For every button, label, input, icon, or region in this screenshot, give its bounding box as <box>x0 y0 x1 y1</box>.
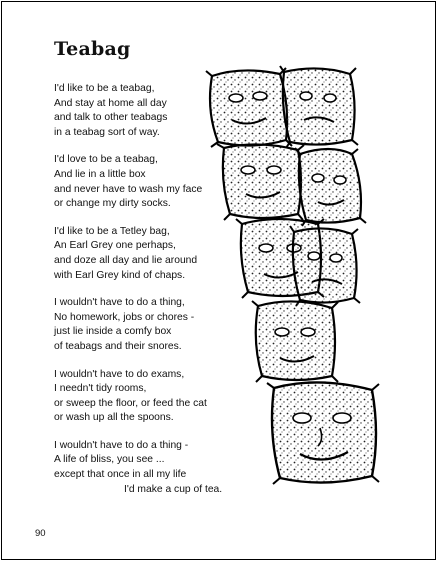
teabag-4 <box>295 148 366 226</box>
poem-line: An Earl Grey one perhaps, <box>54 240 176 252</box>
poem-line: except that once in all my life <box>54 469 187 481</box>
teabag-2 <box>280 66 358 148</box>
teabag-stack-illustration <box>202 62 427 512</box>
poem-line: I wouldn't have to do exams, <box>54 368 185 380</box>
poem-line: And stay at home all day <box>54 97 167 109</box>
poem-line: No homework, jobs or chores - <box>54 311 195 323</box>
poem-line: I'd love to be a teabag, <box>54 154 158 166</box>
poem-line: and doze all day and lie around <box>54 254 198 266</box>
poem-line: I needn't tidy rooms, <box>54 383 147 395</box>
page-number: 90 <box>35 528 46 539</box>
poem-line: or wash up all the spoons. <box>54 412 174 424</box>
teabag-6 <box>290 226 360 306</box>
poem-line: with Earl Grey kind of chaps. <box>54 269 186 281</box>
teabag-7 <box>252 301 338 382</box>
poem-line: and talk to other teabags <box>54 112 168 124</box>
poem-line: just lie inside a comfy box <box>54 326 172 338</box>
page-frame <box>1 1 436 560</box>
poem-line: or change my dirty socks. <box>54 198 171 210</box>
poem-line: A life of bliss, you see ... <box>54 454 165 466</box>
poem-line: or sweep the floor, or feed the cat <box>54 397 207 409</box>
poem-line: of teabags and their snores. <box>54 340 182 352</box>
poem-line: And lie in a little box <box>54 168 146 180</box>
poem-line: I wouldn't have to do a thing, <box>54 297 185 309</box>
poem-line: in a teabag sort of way. <box>54 126 160 138</box>
poem-line: I'd like to be a teabag, <box>54 83 155 94</box>
poem-title: Teabag <box>54 38 131 60</box>
poem-line: I wouldn't have to do a thing - <box>54 439 189 451</box>
teabag-1 <box>206 68 292 147</box>
poem-line: and never have to wash my face <box>54 183 203 195</box>
teabag-8 <box>267 382 379 484</box>
poem-line: I'd make a cup of tea. <box>124 483 223 495</box>
poem-line: I'd like to be a Tetley bag, <box>54 225 170 237</box>
teabag-3 <box>217 144 304 220</box>
